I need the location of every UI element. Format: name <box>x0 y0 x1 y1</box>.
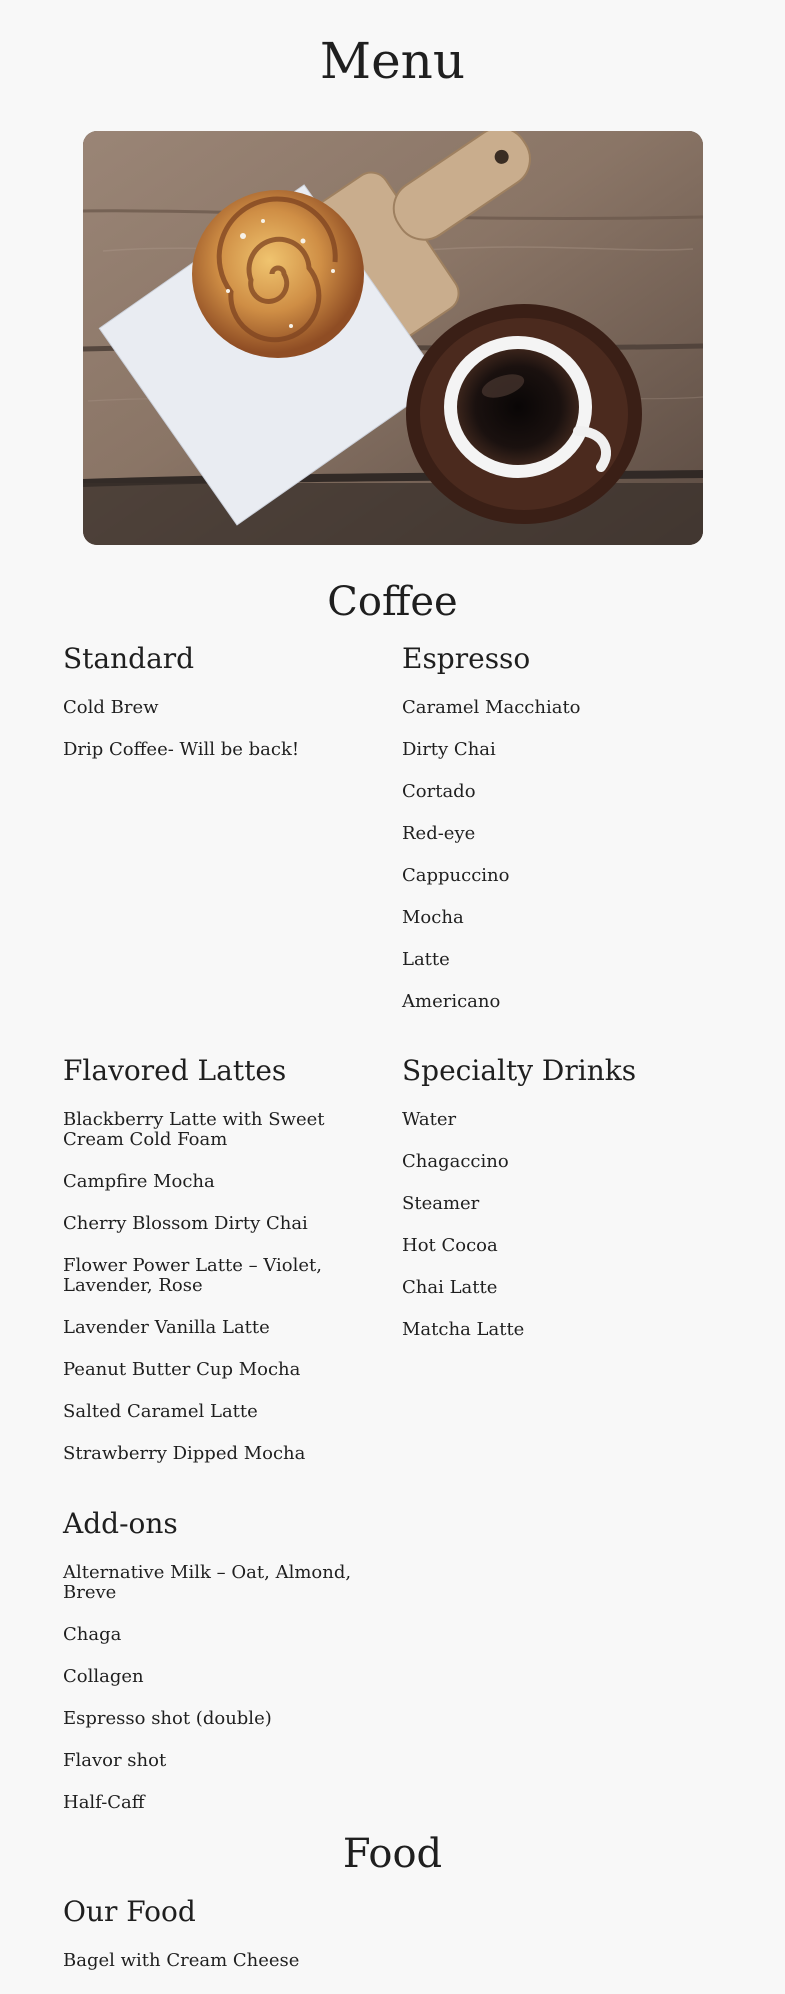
menu-item: Americano <box>402 991 501 1012</box>
menu-item: Flower Power Latte – Violet, Lavender, Rose <box>63 1255 322 1296</box>
menu-item: Salted Caramel Latte <box>63 1401 258 1422</box>
specialty-drinks-category <box>402 1054 702 1340</box>
food-section-title: Food <box>342 1831 443 1877</box>
espresso-title: Espresso <box>402 642 531 675</box>
hero-image <box>83 131 703 545</box>
our-food-category <box>63 1895 363 1971</box>
page-title: Menu <box>319 32 466 90</box>
coffee-section-title: Coffee <box>327 579 458 625</box>
menu-item: Latte <box>402 949 450 970</box>
menu-item: Cappuccino <box>402 865 510 886</box>
menu-item: Bagel with Cream Cheese <box>63 1950 300 1971</box>
flavored-lattes-category <box>63 1054 363 1464</box>
menu-item: Half-Caff <box>63 1792 145 1813</box>
menu-item: Strawberry Dipped Mocha <box>63 1443 306 1464</box>
menu-item: Water <box>402 1109 457 1130</box>
menu-item: Chaga <box>63 1624 122 1645</box>
menu-item: Collagen <box>63 1666 144 1687</box>
menu-item: Peanut Butter Cup Mocha <box>63 1359 301 1380</box>
espresso-category <box>402 642 702 1012</box>
menu-item: Dirty Chai <box>402 739 496 760</box>
menu-item: Cold Brew <box>63 697 159 718</box>
add-ons-title: Add-ons <box>63 1507 178 1540</box>
menu-item: Flavor shot <box>63 1750 167 1771</box>
menu-item: Steamer <box>402 1193 480 1214</box>
coffee-pastry-photo <box>83 131 703 545</box>
menu-item: Chagaccino <box>402 1151 509 1172</box>
menu-item: Cherry Blossom Dirty Chai <box>63 1213 308 1234</box>
menu-item: Campfire Mocha <box>63 1171 215 1192</box>
menu-item: Drip Coffee- Will be back! <box>63 739 300 760</box>
menu-item: Matcha Latte <box>402 1319 525 1340</box>
menu-item: Cortado <box>402 781 476 802</box>
menu-item: Mocha <box>402 907 464 928</box>
flavored-lattes-title: Flavored Lattes <box>63 1054 287 1087</box>
add-ons-category <box>63 1507 363 1813</box>
menu-item: Chai Latte <box>402 1277 498 1298</box>
menu-item: Caramel Macchiato <box>402 697 581 718</box>
standard-category <box>63 642 363 760</box>
specialty-drinks-title: Specialty Drinks <box>402 1054 637 1087</box>
menu-item: Red-eye <box>402 823 476 844</box>
menu-item: Alternative Milk – Oat, Almond, Breve <box>63 1562 352 1603</box>
our-food-title: Our Food <box>63 1895 196 1928</box>
menu-item: Lavender Vanilla Latte <box>63 1317 270 1338</box>
standard-title: Standard <box>63 642 195 675</box>
menu-item: Hot Cocoa <box>402 1235 498 1256</box>
menu-item: Espresso shot (double) <box>63 1708 272 1729</box>
menu-item: Blackberry Latte with Sweet Cream Cold Foam <box>63 1109 325 1150</box>
